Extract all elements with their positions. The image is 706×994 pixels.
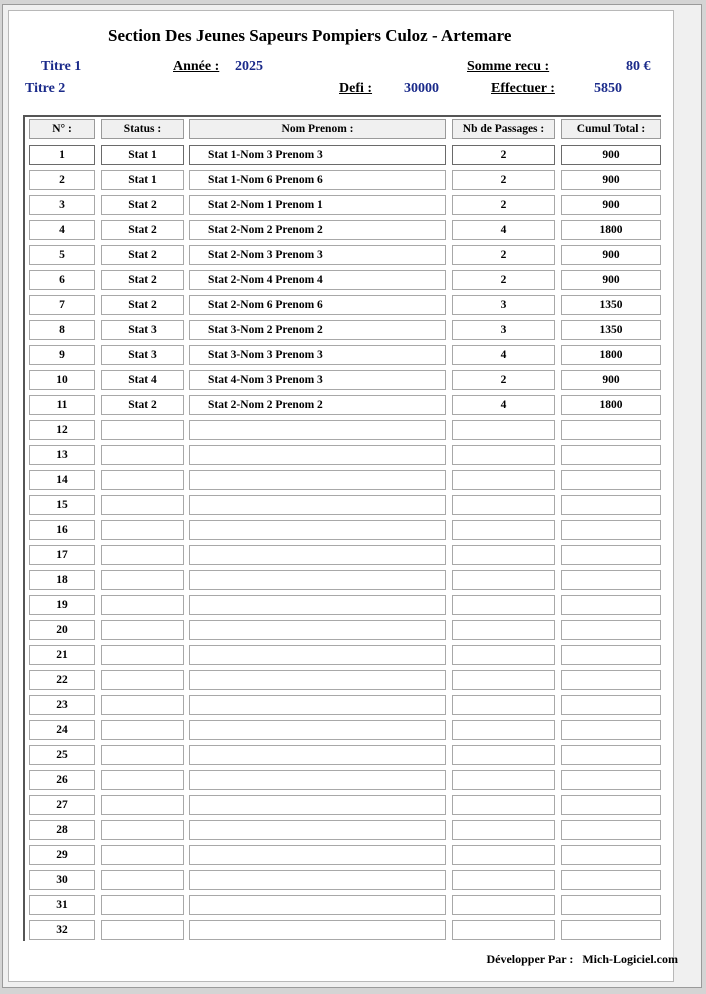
row-passages: [452, 595, 555, 615]
effectuer-label: Effectuer :: [491, 81, 555, 96]
row-number: 1: [29, 145, 95, 165]
row-passages: 2: [452, 370, 555, 390]
row-cumul: 1800: [561, 345, 661, 365]
footer-value: Mich-Logiciel.com: [582, 952, 678, 966]
row-cumul: [561, 645, 661, 665]
row-nom-prenom: [189, 420, 446, 440]
row-passages: [452, 645, 555, 665]
row-nom-prenom: [189, 620, 446, 640]
row-status: [101, 645, 184, 665]
row-cumul: [561, 595, 661, 615]
row-nom-prenom: Stat 2-Nom 2 Prenom 2: [189, 220, 446, 240]
row-nom-prenom: [189, 770, 446, 790]
row-passages: [452, 470, 555, 490]
report-title: Section Des Jeunes Sapeurs Pompiers Culoz - Artemare: [108, 26, 512, 45]
row-nom-prenom: [189, 820, 446, 840]
row-nom-prenom: [189, 745, 446, 765]
row-cumul: 1800: [561, 220, 661, 240]
row-number: 23: [29, 695, 95, 715]
row-number: 27: [29, 795, 95, 815]
row-passages: [452, 720, 555, 740]
row-passages: 4: [452, 395, 555, 415]
row-cumul: [561, 495, 661, 515]
annee-value: 2025: [235, 59, 263, 74]
row-nom-prenom: [189, 720, 446, 740]
row-number: 10: [29, 370, 95, 390]
row-status: [101, 545, 184, 565]
row-number: 24: [29, 720, 95, 740]
row-cumul: [561, 870, 661, 890]
row-nom-prenom: [189, 895, 446, 915]
row-cumul: [561, 545, 661, 565]
row-number: 30: [29, 870, 95, 890]
row-nom-prenom: [189, 545, 446, 565]
row-nom-prenom: [189, 870, 446, 890]
row-number: 17: [29, 545, 95, 565]
row-number: 19: [29, 595, 95, 615]
row-status: [101, 445, 184, 465]
row-passages: 4: [452, 345, 555, 365]
row-status: Stat 2: [101, 395, 184, 415]
row-cumul: 1350: [561, 295, 661, 315]
row-passages: [452, 920, 555, 940]
row-number: 5: [29, 245, 95, 265]
row-status: [101, 495, 184, 515]
footer-label: Développer Par :: [486, 952, 574, 966]
row-passages: 4: [452, 220, 555, 240]
row-status: [101, 745, 184, 765]
row-nom-prenom: Stat 4-Nom 3 Prenom 3: [189, 370, 446, 390]
row-passages: [452, 420, 555, 440]
column-header-nom-prenom: Nom Prenom :: [189, 119, 446, 139]
row-status: [101, 820, 184, 840]
row-status: [101, 420, 184, 440]
row-passages: [452, 845, 555, 865]
row-number: 25: [29, 745, 95, 765]
row-passages: [452, 620, 555, 640]
row-number: 14: [29, 470, 95, 490]
row-status: [101, 870, 184, 890]
row-passages: [452, 520, 555, 540]
row-cumul: [561, 570, 661, 590]
somme-value: 80 €: [626, 59, 651, 74]
row-number: 4: [29, 220, 95, 240]
row-cumul: [561, 420, 661, 440]
row-nom-prenom: [189, 795, 446, 815]
row-number: 6: [29, 270, 95, 290]
row-nom-prenom: [189, 595, 446, 615]
row-cumul: [561, 820, 661, 840]
row-number: 15: [29, 495, 95, 515]
row-status: [101, 620, 184, 640]
row-number: 9: [29, 345, 95, 365]
titre1-label: Titre 1: [41, 59, 82, 74]
row-passages: 3: [452, 320, 555, 340]
row-passages: 2: [452, 245, 555, 265]
row-number: 13: [29, 445, 95, 465]
row-cumul: [561, 895, 661, 915]
row-number: 22: [29, 670, 95, 690]
row-cumul: 900: [561, 270, 661, 290]
passages-table: [23, 115, 661, 941]
row-number: 18: [29, 570, 95, 590]
row-passages: [452, 570, 555, 590]
row-cumul: [561, 520, 661, 540]
row-cumul: 900: [561, 170, 661, 190]
row-number: 20: [29, 620, 95, 640]
row-passages: [452, 545, 555, 565]
row-passages: [452, 445, 555, 465]
row-status: Stat 4: [101, 370, 184, 390]
defi-value: 30000: [404, 81, 439, 96]
row-number: 2: [29, 170, 95, 190]
annee-label: Année :: [173, 59, 220, 74]
row-cumul: [561, 745, 661, 765]
row-number: 26: [29, 770, 95, 790]
row-nom-prenom: Stat 3-Nom 2 Prenom 2: [189, 320, 446, 340]
row-number: 3: [29, 195, 95, 215]
row-status: Stat 3: [101, 345, 184, 365]
row-status: [101, 570, 184, 590]
row-status: Stat 2: [101, 295, 184, 315]
row-status: [101, 470, 184, 490]
row-cumul: [561, 920, 661, 940]
row-status: [101, 595, 184, 615]
row-nom-prenom: [189, 695, 446, 715]
row-nom-prenom: [189, 470, 446, 490]
row-status: Stat 3: [101, 320, 184, 340]
row-status: [101, 520, 184, 540]
row-status: Stat 2: [101, 220, 184, 240]
row-nom-prenom: Stat 2-Nom 1 Prenom 1: [189, 195, 446, 215]
row-nom-prenom: [189, 520, 446, 540]
row-cumul: [561, 670, 661, 690]
row-number: 16: [29, 520, 95, 540]
row-passages: 2: [452, 270, 555, 290]
row-nom-prenom: [189, 845, 446, 865]
row-status: Stat 2: [101, 245, 184, 265]
titre2-label: Titre 2: [25, 81, 66, 96]
row-status: Stat 1: [101, 145, 184, 165]
row-nom-prenom: [189, 670, 446, 690]
row-status: [101, 720, 184, 740]
row-passages: [452, 770, 555, 790]
row-nom-prenom: [189, 495, 446, 515]
row-passages: [452, 745, 555, 765]
row-nom-prenom: [189, 445, 446, 465]
defi-label: Defi :: [339, 81, 373, 96]
row-passages: [452, 895, 555, 915]
row-cumul: 900: [561, 195, 661, 215]
column-header-cumul: Cumul Total :: [561, 119, 661, 139]
row-cumul: [561, 470, 661, 490]
row-passages: [452, 670, 555, 690]
row-cumul: [561, 720, 661, 740]
somme-label: Somme recu :: [467, 59, 550, 74]
row-passages: 2: [452, 195, 555, 215]
row-nom-prenom: [189, 920, 446, 940]
row-cumul: [561, 620, 661, 640]
row-number: 7: [29, 295, 95, 315]
row-status: Stat 2: [101, 270, 184, 290]
row-cumul: [561, 445, 661, 465]
row-number: 28: [29, 820, 95, 840]
row-number: 21: [29, 645, 95, 665]
row-cumul: [561, 770, 661, 790]
row-passages: 3: [452, 295, 555, 315]
row-number: 12: [29, 420, 95, 440]
row-cumul: 900: [561, 370, 661, 390]
row-passages: [452, 695, 555, 715]
row-number: 32: [29, 920, 95, 940]
row-cumul: 1800: [561, 395, 661, 415]
row-status: [101, 895, 184, 915]
row-cumul: [561, 795, 661, 815]
row-nom-prenom: Stat 2-Nom 2 Prenom 2: [189, 395, 446, 415]
row-nom-prenom: Stat 2-Nom 4 Prenom 4: [189, 270, 446, 290]
row-nom-prenom: Stat 1-Nom 6 Prenom 6: [189, 170, 446, 190]
row-passages: [452, 795, 555, 815]
row-number: 31: [29, 895, 95, 915]
row-status: [101, 845, 184, 865]
row-passages: 2: [452, 170, 555, 190]
row-passages: [452, 495, 555, 515]
column-header-status: Status :: [101, 119, 184, 139]
row-nom-prenom: [189, 570, 446, 590]
footer-credit: [486, 952, 678, 967]
effectuer-value: 5850: [594, 81, 622, 96]
row-number: 29: [29, 845, 95, 865]
row-cumul: 900: [561, 145, 661, 165]
row-status: Stat 1: [101, 170, 184, 190]
row-nom-prenom: [189, 645, 446, 665]
row-passages: [452, 820, 555, 840]
column-header-number: N° :: [29, 119, 95, 139]
row-status: [101, 920, 184, 940]
row-nom-prenom: Stat 1-Nom 3 Prenom 3: [189, 145, 446, 165]
row-status: [101, 795, 184, 815]
row-cumul: [561, 845, 661, 865]
row-status: Stat 2: [101, 195, 184, 215]
row-nom-prenom: Stat 3-Nom 3 Prenom 3: [189, 345, 446, 365]
row-passages: [452, 870, 555, 890]
row-number: 11: [29, 395, 95, 415]
row-status: [101, 695, 184, 715]
column-header-passages: Nb de Passages :: [452, 119, 555, 139]
row-cumul: 900: [561, 245, 661, 265]
row-passages: 2: [452, 145, 555, 165]
row-status: [101, 770, 184, 790]
row-nom-prenom: Stat 2-Nom 3 Prenom 3: [189, 245, 446, 265]
row-cumul: [561, 695, 661, 715]
row-cumul: 1350: [561, 320, 661, 340]
row-number: 8: [29, 320, 95, 340]
row-nom-prenom: Stat 2-Nom 6 Prenom 6: [189, 295, 446, 315]
row-status: [101, 670, 184, 690]
